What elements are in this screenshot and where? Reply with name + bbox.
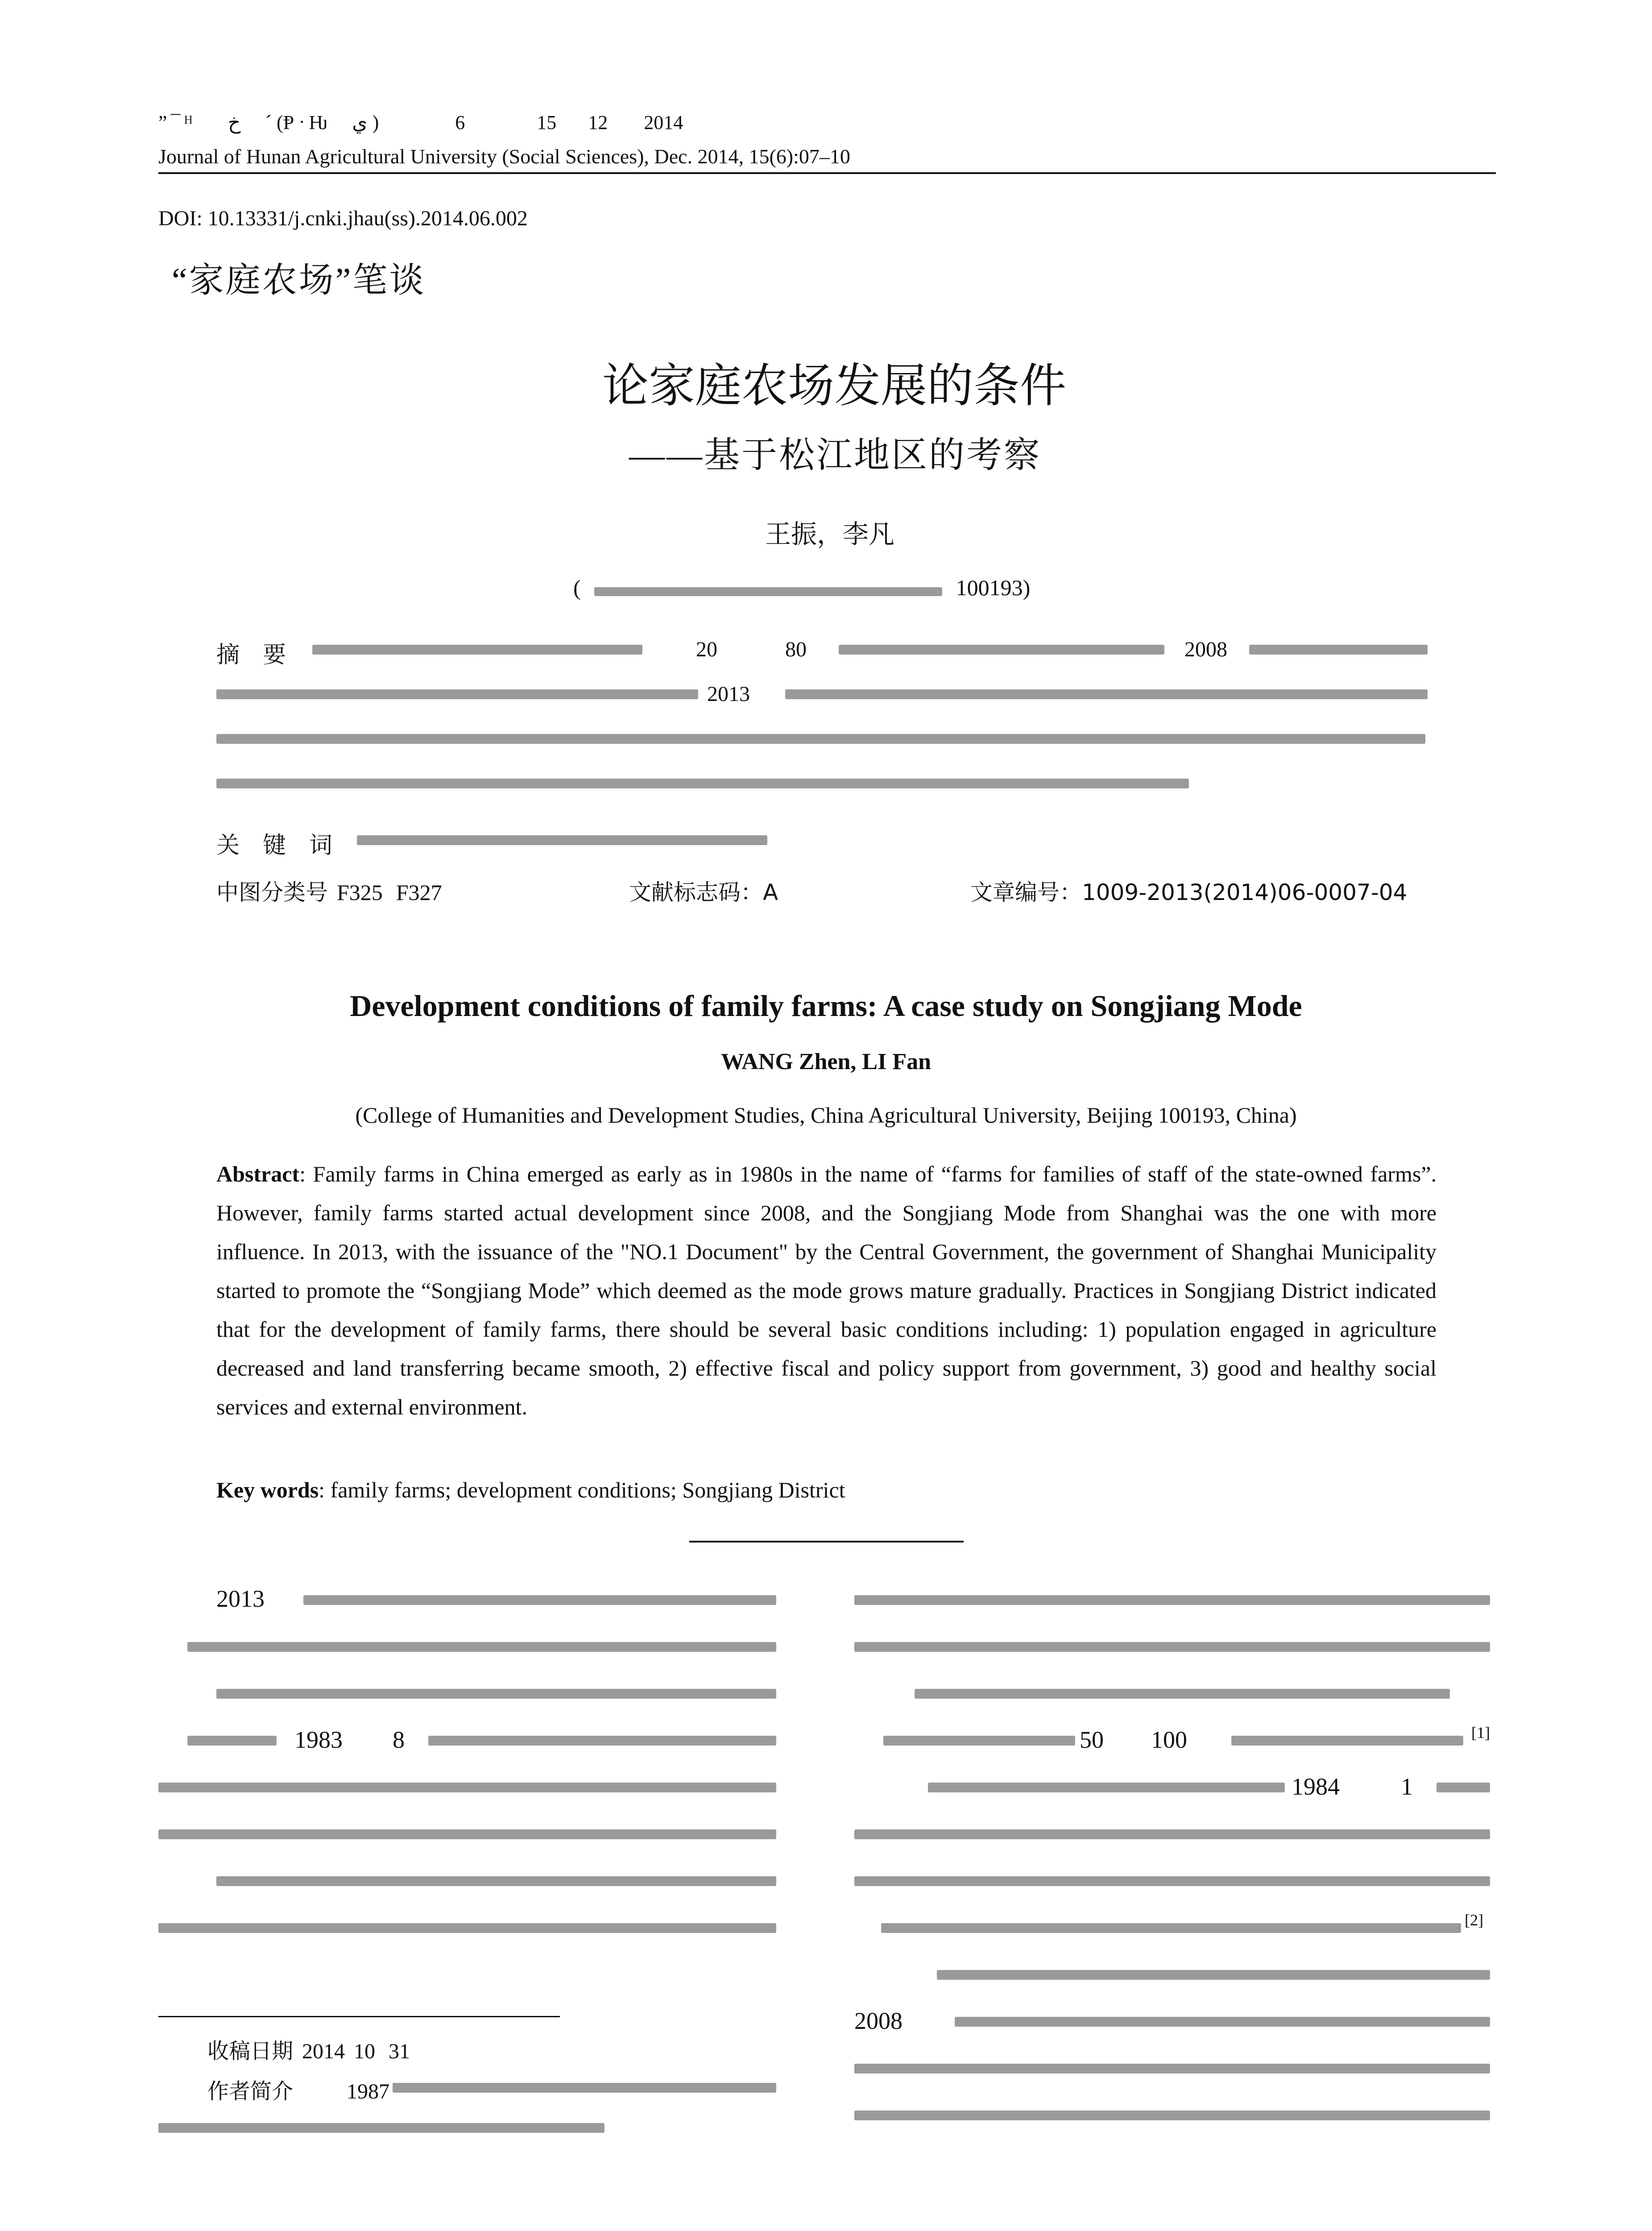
affiliation-cn: ( 100193) (573, 575, 1031, 600)
abstract-cn-label: 摘 要 (216, 642, 286, 668)
body-right-line-12 (854, 2111, 1490, 2120)
footnote-rule (158, 2016, 560, 2017)
body-left-line-4b (428, 1736, 776, 1746)
classification-line: 中图分类号 F325 F327 (216, 879, 442, 905)
abstract-en-label: Abstract (216, 1161, 300, 1186)
body-left-year: 2013 (216, 1585, 265, 1612)
body-right-number: 1 (1401, 1773, 1413, 1800)
keywords-en-text: : family farms; development conditions; Songjiang District (319, 1477, 845, 1502)
journal-citation: Journal of Hunan Agricultural University (Social Sciences), Dec. 2014, 15(6):07–10 (158, 145, 850, 168)
body-right-number: 50 (1080, 1726, 1104, 1753)
body-right-line-4a (883, 1736, 1075, 1746)
abstract-cn-line-2b (785, 689, 1428, 699)
citation-ref: [2] (1465, 1911, 1483, 1929)
body-left-number: 8 (393, 1726, 405, 1753)
body-left-line-2 (187, 1642, 776, 1652)
keywords-en-label: Key words (216, 1477, 319, 1502)
affiliation-en: (College of Humanities and Development Studies, China Agricultural University, Beijing 100193, China) (355, 1103, 1297, 1128)
body-right-line-5a (928, 1783, 1285, 1792)
abstract-cn-line-1a (312, 645, 642, 655)
footnote-received: 收稿日期 2014 10 31 (207, 2039, 410, 2064)
abstract-cn-number: 20 (696, 638, 717, 661)
header-rule (158, 172, 1496, 174)
body-left-line-1 (303, 1595, 776, 1605)
footnote-author-text (393, 2083, 776, 2093)
body-left-line-6 (158, 1829, 776, 1839)
authors-cn: 王振，李凡 (765, 519, 894, 549)
keywords-en (216, 1477, 845, 1503)
body-left-year: 1983 (294, 1726, 343, 1753)
body-right-number: 100 (1151, 1726, 1187, 1753)
body-right-line-8 (881, 1923, 1461, 1933)
body-left-line-4a (187, 1736, 277, 1746)
body-right-line-2 (854, 1642, 1490, 1652)
abstract-cn-line-4 (216, 779, 1189, 788)
doi: DOI: 10.13331/j.cnki.jhau(ss).2014.06.002 (158, 207, 528, 230)
body-right-line-4b (1231, 1736, 1463, 1746)
abstract-cn-line-3 (216, 734, 1425, 744)
body-right-line-5b (1437, 1783, 1490, 1792)
body-right-year: 1984 (1292, 1773, 1340, 1800)
footnote-author: 作者简介 1987 (207, 2079, 390, 2104)
keywords-cn-label: 关 键 词 (216, 832, 333, 859)
footnote-author-text-2 (158, 2123, 604, 2133)
body-left-line-7 (216, 1876, 776, 1886)
body-right-line-3 (915, 1689, 1450, 1699)
abstract-cn-number: 2013 (707, 682, 750, 706)
body-right-line-11 (854, 2064, 1490, 2073)
body-left-line-8 (158, 1923, 776, 1933)
section-divider (689, 1541, 964, 1543)
keywords-cn-text (357, 835, 767, 845)
journal-header-cn: ”¯ᴴ خ ˊ (Ᵽ ᐧ Ƕ ي ) 2014 12 15 6 (158, 112, 683, 133)
citation-ref: [1] (1471, 1724, 1490, 1742)
column-label: “家庭农场”笔谈 (172, 261, 426, 299)
body-right-line-6 (854, 1829, 1490, 1839)
subtitle-cn: ——基于松江地区的考察 (629, 436, 1041, 475)
title-cn: 论家庭农场发展的条件 (602, 358, 1066, 413)
abstract-en-text: : Family farms in China emerged as early as in 1980s in the name of “farms for families of staff of the state-owned farms”. However, family farms started actual development since 2008, and the Songjiang Mode from Shanghai was the one with more influence. In 2013, with the issuance of the "NO.1 Document" by the Central Government, the government of Shanghai Municipality started to promote the “Songjiang Mode” which deemed as the mode grows mature gradually. Practices in Songjiang District indicated that for the development of family farms, there should be several basic conditions including: 1) population engaged in agriculture decreased and land transferring became smooth, 2) effective fiscal and policy support from government, 3) good and healthy social services and external environment. (216, 1161, 1437, 1419)
body-left-line-3 (216, 1689, 776, 1699)
abstract-cn-line-1b (839, 645, 1164, 655)
authors-en: WANG Zhen, LI Fan (721, 1049, 931, 1074)
abstract-en (216, 1155, 1437, 1427)
title-en: Development conditions of family farms: A case study on Songjiang Mode (350, 989, 1302, 1023)
body-right-line-1 (854, 1595, 1490, 1605)
body-right-line-9 (937, 1970, 1490, 1980)
abstract-cn-line-1c (1249, 645, 1428, 655)
document-code: 文献标志码：A (629, 879, 778, 905)
abstract-cn-number: 80 (785, 638, 807, 661)
body-right-line-10 (955, 2017, 1490, 2027)
body-left-line-5 (158, 1783, 776, 1792)
body-right-line-7 (854, 1876, 1490, 1886)
abstract-cn-line-2a (216, 689, 698, 699)
article-number: 文章编号：1009-2013(2014)06-0007-04 (970, 879, 1408, 905)
body-right-year: 2008 (854, 2007, 903, 2034)
abstract-cn-number: 2008 (1184, 638, 1227, 661)
